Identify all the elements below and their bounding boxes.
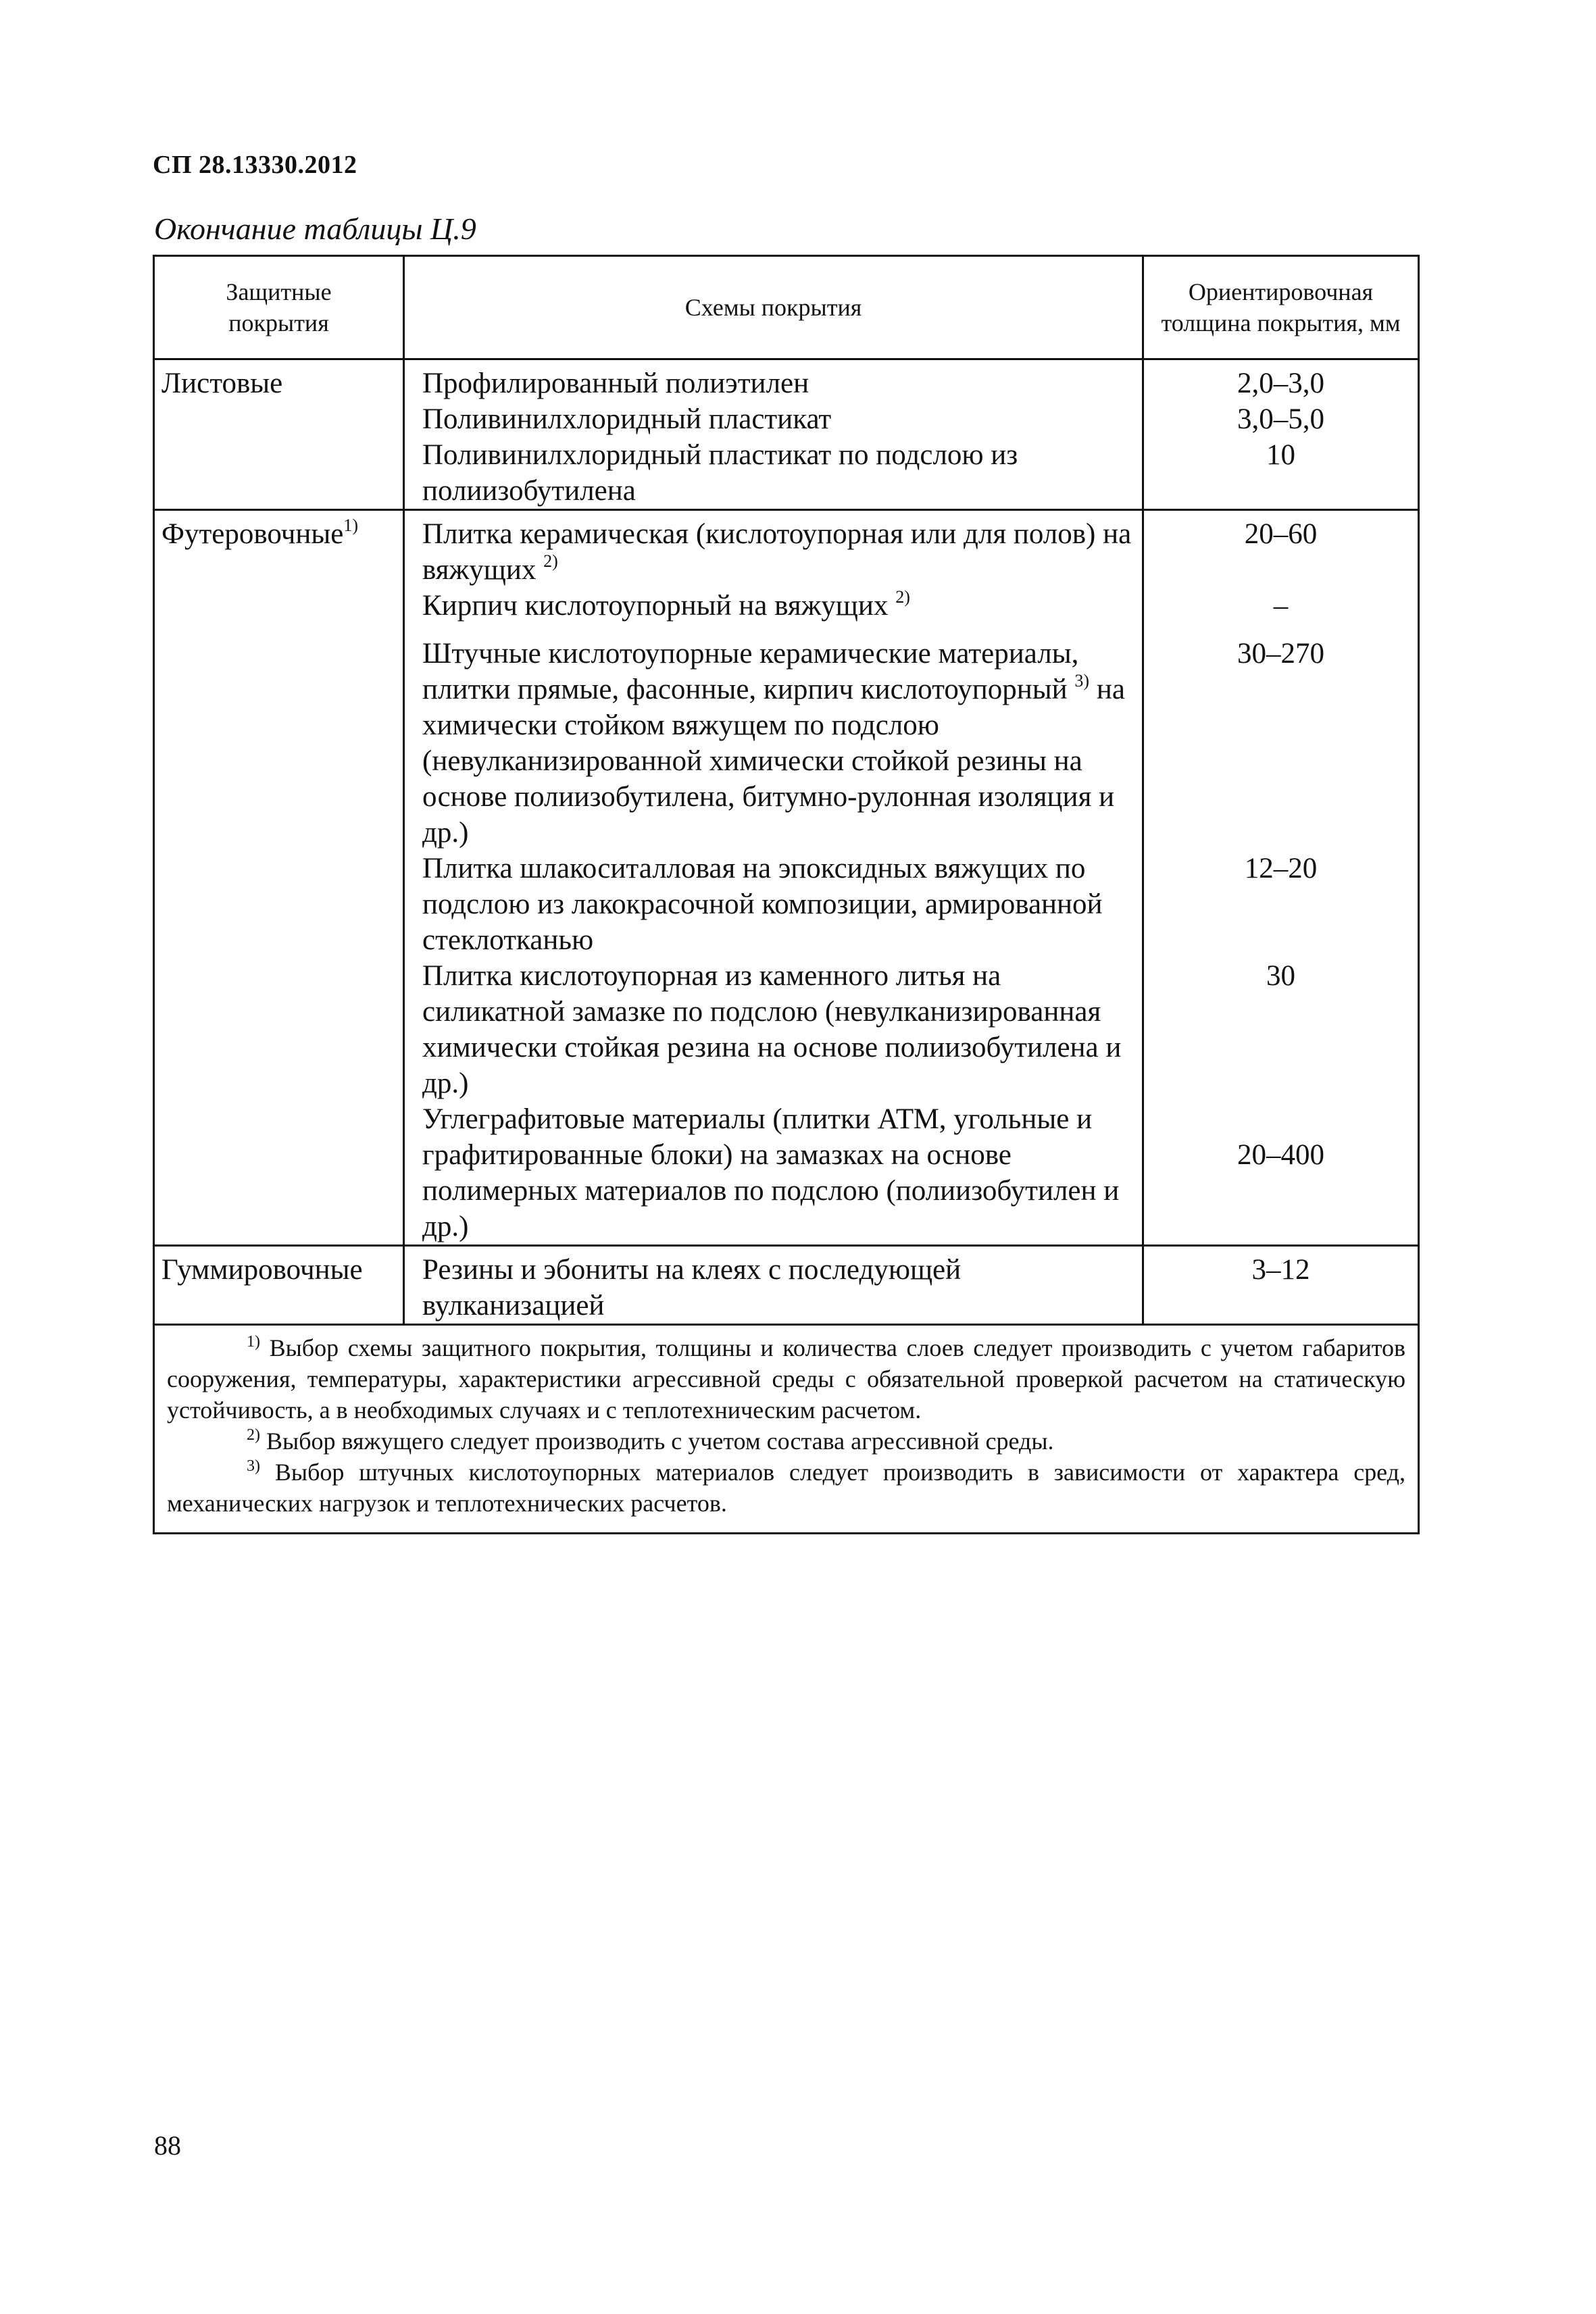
table-row <box>154 510 1419 1246</box>
thickness-value: 12–20 <box>1244 853 1318 884</box>
table-row <box>154 359 1419 510</box>
category-label: Футеровочные <box>161 518 344 550</box>
footnotes-cell <box>154 1325 1419 1534</box>
category-cell <box>154 510 404 1246</box>
scheme-item: Кирпич кислотоупорный на вяжущих $^{2)}$ <box>422 587 910 622</box>
scheme-cell <box>404 510 1143 1246</box>
category-cell <box>154 1246 404 1325</box>
footnote: $^{3)}$ Выбор штучных кислотоупорных материалов следует производить в зависимости от характера сред, механических нагрузок и теплотехнических расчетов. <box>167 1457 1405 1517</box>
scheme-item: Углеграфитовые материалы (плитки АТМ, угольные и графитированные блоки) на замазках на основе полимерных материалов по подслою (полиизобутилен и др.) <box>422 1103 1120 1242</box>
column-header-schemes: Схемы покрытия <box>404 256 1143 359</box>
category-label: Гуммировочные <box>161 1254 363 1286</box>
scheme-item: Плитка шлакоситалловая на эпоксидных вяжущих по подслою из лакокрасочной композиции, армированной стеклотканью <box>422 853 1103 956</box>
scheme-cell <box>404 359 1143 510</box>
scheme-item: Поливинилхлоридный пластикат по подслою из полиизобутилена <box>422 439 1018 507</box>
thickness-value: 10 <box>1266 439 1295 471</box>
footnote-mark: 3) <box>1074 671 1090 690</box>
category-cell <box>154 359 404 510</box>
scheme-cell <box>404 1246 1143 1325</box>
coatings-table <box>153 255 1420 1534</box>
footnote-mark: 1) <box>343 515 359 535</box>
scheme-item: Профилированный полиэтилен <box>422 368 809 399</box>
thickness-value: – <box>1273 590 1289 622</box>
thickness-value: 30–270 <box>1237 638 1324 670</box>
thickness-value: 20–400 <box>1237 1139 1324 1171</box>
footnote: $^{2)}$ Выбор вяжущего следует производить с учетом состава агрессивной среды. <box>247 1426 1054 1455</box>
table-caption: Окончание таблицы Ц.9 <box>154 211 476 246</box>
scheme-item: Плитка кислотоупорная из каменного литья на силикатной замазке по подслою (невулканизированная химически стойкая резина на основе полиизобутилена и др.) <box>422 960 1122 1099</box>
scheme-item: Штучные кислотоупорные керамические материалы, плитки прямые, фасонные, кирпич кислотоупорный $^{3)}$ на химически стойком вяжущем по подслою (невулканизированной химически стойкой резины на основе полиизобутилена, битумно-рулонная изоляция и др.) <box>422 638 1125 849</box>
column-header-thickness: Ориентировочная толщина покрытия, мм <box>1143 256 1419 359</box>
page-number: 88 <box>154 2130 181 2161</box>
footnote: $^{1)}$ Выбор схемы защитного покрытия, толщины и количества слоев следует производить с учетом габаритов сооружения, температуры, характеристики агрессивной среды с обязательной проверкой расчетом на статическую устойчивость, а в необходимых случаях и с теплотехническим расчетом. <box>167 1333 1406 1424</box>
document-code-header: СП 28.13330.2012 <box>153 151 357 179</box>
footnote-mark: 2) <box>895 587 910 607</box>
thickness-cell <box>1143 359 1419 510</box>
scheme-item: Плитка керамическая (кислотоупорная или для полов) на вяжущих $^{2)}$ <box>422 518 1132 586</box>
scheme-item: Резины и эбониты на клеях с последующей вулканизацией <box>422 1254 962 1322</box>
thickness-value: 3,0–5,0 <box>1237 403 1324 435</box>
scheme-item: Поливинилхлоридный пластикат <box>422 403 832 435</box>
thickness-value: 30 <box>1266 960 1295 992</box>
thickness-value: 3–12 <box>1251 1254 1310 1286</box>
thickness-cell <box>1143 510 1419 1246</box>
footnotes-row <box>154 1325 1419 1534</box>
thickness-value: 20–60 <box>1244 518 1318 550</box>
column-header-coatings: Защитные покрытия <box>154 256 404 359</box>
category-label: Листовые <box>161 368 283 399</box>
footnote-mark: 2) <box>543 551 558 571</box>
table-header-row <box>154 256 1419 359</box>
thickness-cell <box>1143 1246 1419 1325</box>
table-row <box>154 1246 1419 1325</box>
thickness-value: 2,0–3,0 <box>1237 368 1324 399</box>
